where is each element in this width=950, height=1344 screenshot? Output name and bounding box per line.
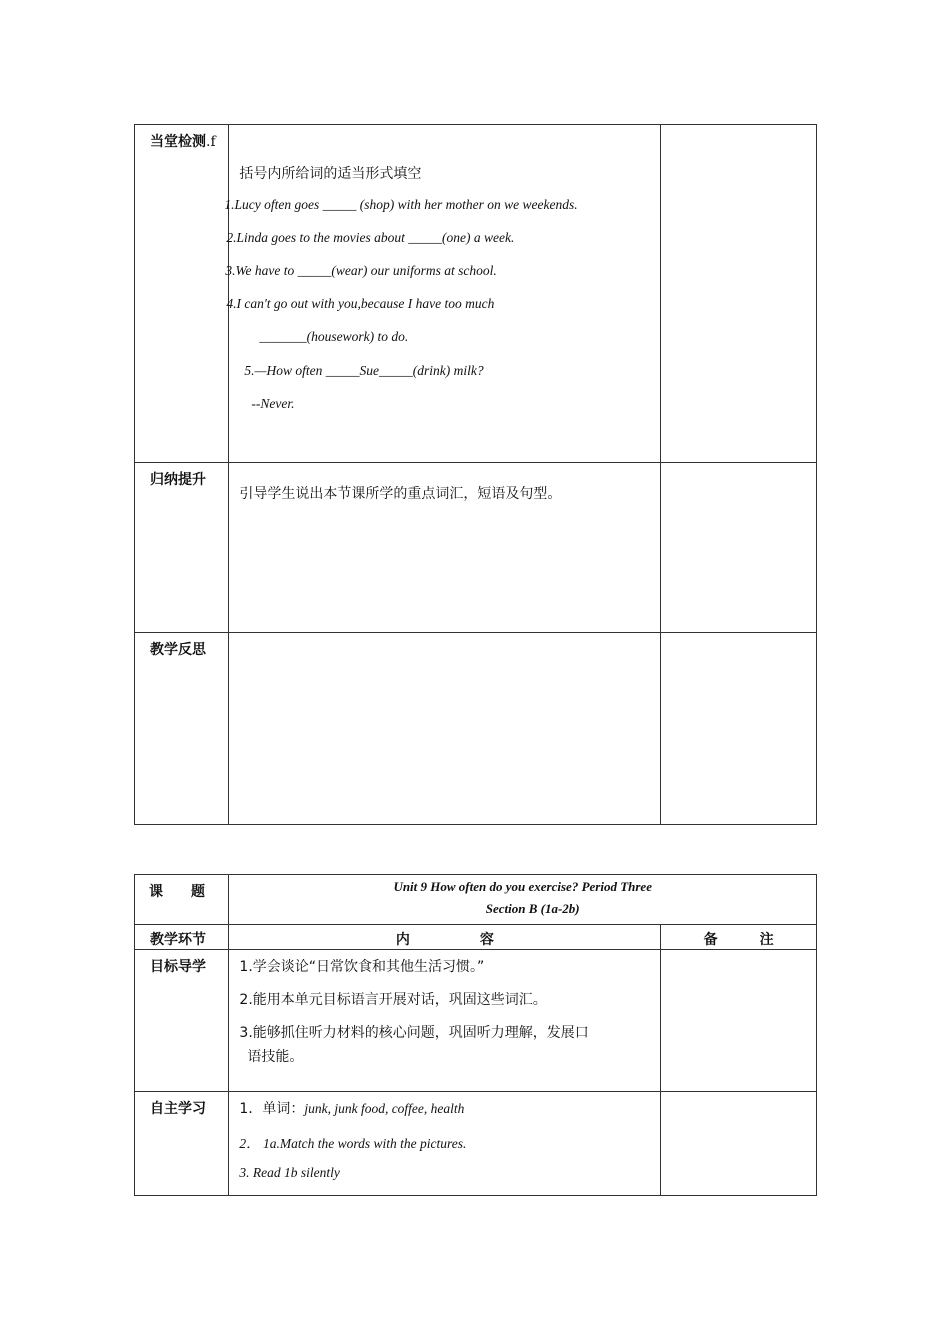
content-cell <box>229 950 661 1092</box>
label-cell <box>135 875 229 925</box>
content-cell <box>229 1092 661 1196</box>
label-cell <box>135 633 229 825</box>
row-self-study <box>135 1092 817 1196</box>
remarks-cell <box>661 633 817 825</box>
remarks-cell <box>661 950 817 1092</box>
row-label: 教学反思 <box>150 642 206 658</box>
topic-line-2: Section B (1a-2b) <box>485 901 580 916</box>
header-row <box>135 925 817 950</box>
objective-item: 语技能。 <box>247 1049 304 1065</box>
lesson-table-1 <box>134 124 817 825</box>
topic-cell <box>229 875 817 925</box>
remarks-cell <box>661 463 817 633</box>
row-label: 自主学习 <box>150 1101 206 1117</box>
row-label: 当堂检测 <box>150 134 206 150</box>
lesson-table-2 <box>134 874 817 1196</box>
objective-item: 1.学会谈论“日常饮食和其他生活习惯。” <box>239 959 485 975</box>
row-classroom-test <box>135 125 817 463</box>
header-col3: 备 注 <box>661 925 817 950</box>
row-objectives <box>135 950 817 1092</box>
exercise-item: 4.I can't go out with you,because I have too much <box>226 296 495 311</box>
exercise-item: 5.—How often _____Sue_____(drink) milk? <box>244 363 484 378</box>
row-label: 归纳提升 <box>150 472 206 488</box>
content-cell <box>229 633 661 825</box>
objective-item: 3.能够抓住听力材料的核心问题，巩固听力理解，发展口 <box>239 1025 589 1041</box>
exercise-heading: 括号内所给词的适当形式填空 <box>239 166 422 182</box>
summary-text: 引导学生说出本节课所学的重点词汇，短语及句型。 <box>239 486 562 502</box>
objective-item: 2.能用本单元目标语言开展对话，巩固这些词汇。 <box>239 992 547 1008</box>
exercise-item: 1.Lucy often goes _____ (shop) with her mother on we weekends. <box>224 197 578 212</box>
study-item-1: 1．单词：junk, junk food, coffee, health <box>239 1101 465 1117</box>
study-item-2: 2． 1a.Match the words with the pictures. <box>239 1136 467 1151</box>
label-cell <box>135 463 229 633</box>
row-reflection <box>135 633 817 825</box>
header-col2: 内 容 <box>229 925 661 950</box>
label-suffix: .f <box>206 134 216 150</box>
exercise-item: 2.Linda goes to the movies about _____(one) a week. <box>226 230 515 245</box>
label-cell <box>135 125 229 463</box>
label-cell <box>135 950 229 1092</box>
remarks-cell <box>661 125 817 463</box>
exercise-item: _______(housework) to do. <box>259 329 409 344</box>
content-cell <box>224 125 661 463</box>
row-summary <box>135 463 817 633</box>
remarks-cell <box>661 1092 817 1196</box>
study-item-3: 3. Read 1b silently <box>239 1165 340 1180</box>
exercise-item: --Never. <box>251 396 295 411</box>
label-cell <box>135 1092 229 1196</box>
exercise-item: 3.We have to _____(wear) our uniforms at school. <box>225 263 497 278</box>
row-label: 课 题 <box>149 884 205 900</box>
row-topic <box>135 875 817 925</box>
topic-line-1: Unit 9 How often do you exercise? Period Three <box>393 879 652 894</box>
row-label: 目标导学 <box>150 959 206 975</box>
header-col1: 教学环节 <box>135 925 229 950</box>
content-cell <box>229 463 661 633</box>
